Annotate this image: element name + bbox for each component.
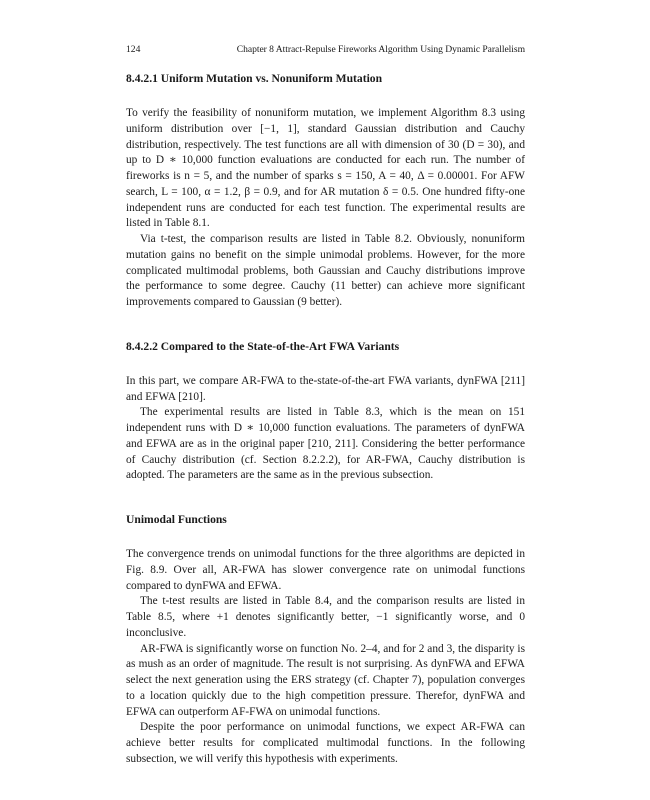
subsection-heading-unimodal: Unimodal Functions <box>126 513 227 526</box>
section-heading-8-4-2-2: 8.4.2.2 Compared to the State-of-the-Art FWA Variants <box>126 339 400 353</box>
chapter-title: Chapter 8 Attract-Repulse Fireworks Algorithm Using Dynamic Parallelism <box>236 44 525 55</box>
paragraph: Via t-test, the comparison results are listed in Table 8.2. Obviously, nonuniform mutation gains no benefit on the simple unimodal problems. However, for the more complicated multimodal problems, both Gaussian and Cauchy distributions improve the performance to some degree. Cauchy (11 better) can achieve more significant improvements compared to Gaussian (9 better). <box>126 233 525 308</box>
paragraph: AR-FWA is significantly worse on function No. 2–4, and for 2 and 3, the disparity is as mush as an order of magnitude. The result is not surprising. As dynFWA and EFWA select the next generation using the ERS strategy (cf. Chapter 7), population converges to a location quickly due to the high competition pressure. Therefor, dynFWA and EFWA can outperform AF-FWA on unimodal functions. <box>126 642 525 718</box>
paragraph: In this part, we compare AR-FWA to the-state-of-the-art FWA variants, dynFWA [211] and EFWA [210]. <box>126 374 525 403</box>
page-number: 124 <box>126 44 141 55</box>
paragraph: Despite the poor performance on unimodal functions, we expect AR-FWA can achieve better results for complicated multimodal functions. In the following subsection, we will verify this hypothesis with experiments. <box>126 721 525 765</box>
paragraph: The t-test results are listed in Table 8.4, and the comparison results are listed in Table 8.5, where +1 denotes significantly better, −1 significantly worse, and 0 inconclusive. <box>126 595 525 639</box>
paragraph: To verify the feasibility of nonuniform mutation, we implement Algorithm 8.3 using uniform distribution over [−1, 1], standard Gaussian distribution and Cauchy distribution, respectively. The test functions are all with dimension of 30 (D = 30), and up to D ∗ 10,000 function evaluations are conducted for each run. The number of fireworks is n = 5, and the number of sparks s = 150, A = 40, Δ = 0.00001. For AFW search, L = 100, α = 1.2, β = 0.9, and for AR mutation δ = 0.5. One hundred fifty-one independent runs are conducted for each test function. The experimental results are listed in Table 8.1. <box>126 107 525 230</box>
paragraph: The experimental results are listed in Table 8.3, which is the mean on 151 independent runs with D ∗ 10,000 function evaluations. The parameters of dynFWA and EFWA are as in the original paper [210, 211]. Considering the better performance of Cauchy distribution (cf. Section 8.2.2.2), for AR-FWA, Cauchy distribution is adopted. The parameters are the same as in the previous subsection. <box>126 406 525 482</box>
document-page <box>126 44 525 768</box>
section-heading-8-4-2-1: 8.4.2.1 Uniform Mutation vs. Nonuniform Mutation <box>126 72 383 85</box>
paragraph: The convergence trends on unimodal functions for the three algorithms are depicted in Fig. 8.9. Over all, AR-FWA has slower convergence rate on unimodal functions compared to dynFWA and EFWA. <box>126 548 525 592</box>
running-head <box>126 44 525 56</box>
